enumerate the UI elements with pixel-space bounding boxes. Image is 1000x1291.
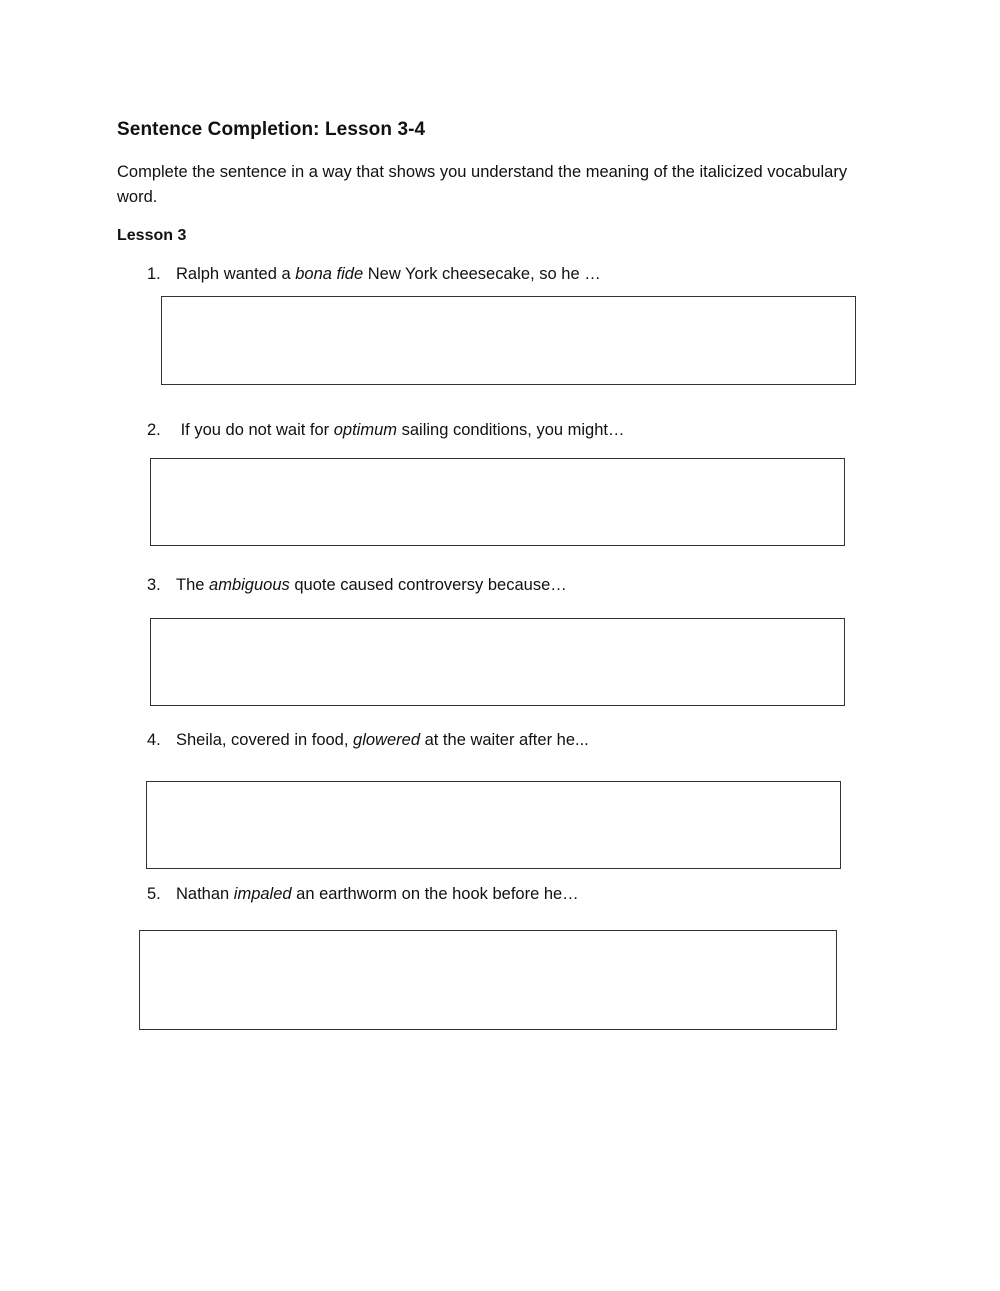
question-text: Sheila, covered in food, xyxy=(176,731,354,749)
question-text: sailing conditions, you might… xyxy=(397,421,625,439)
section-heading: Lesson 3 xyxy=(117,227,187,244)
answer-box-4[interactable] xyxy=(146,781,841,869)
worksheet-title: Sentence Completion: Lesson 3-4 xyxy=(117,119,426,140)
question-text: at the waiter after he... xyxy=(420,731,589,749)
question-text: If you do not wait for xyxy=(176,421,334,439)
question-text: New York cheesecake, so he … xyxy=(363,265,601,283)
question-number: 5. xyxy=(147,885,161,903)
vocabulary-word: impaled xyxy=(233,885,292,903)
question-text: quote caused controversy because… xyxy=(289,576,567,594)
vocabulary-word: bona fide xyxy=(295,265,364,283)
question-5 xyxy=(147,885,579,904)
answer-box-1[interactable] xyxy=(161,296,856,385)
question-number: 2. xyxy=(147,421,161,439)
question-4 xyxy=(147,731,589,750)
answer-box-5[interactable] xyxy=(139,930,837,1030)
instructions-text: Complete the sentence in a way that shows you understand the meaning of the italicized vocabulary word. xyxy=(117,163,848,206)
answer-box-2[interactable] xyxy=(150,458,845,546)
question-1 xyxy=(147,265,601,284)
question-text: The xyxy=(176,576,210,594)
question-text: Ralph wanted a xyxy=(176,265,296,283)
answer-box-3[interactable] xyxy=(150,618,845,706)
vocabulary-word: ambiguous xyxy=(209,576,290,594)
question-number: 3. xyxy=(147,576,161,594)
question-text: Nathan xyxy=(176,885,234,903)
question-number: 4. xyxy=(147,731,161,749)
question-text: an earthworm on the hook before he… xyxy=(291,885,579,903)
vocabulary-word: optimum xyxy=(333,421,398,439)
question-3 xyxy=(147,576,567,595)
question-number: 1. xyxy=(147,265,161,283)
vocabulary-word: glowered xyxy=(353,731,420,749)
question-2 xyxy=(147,421,624,440)
